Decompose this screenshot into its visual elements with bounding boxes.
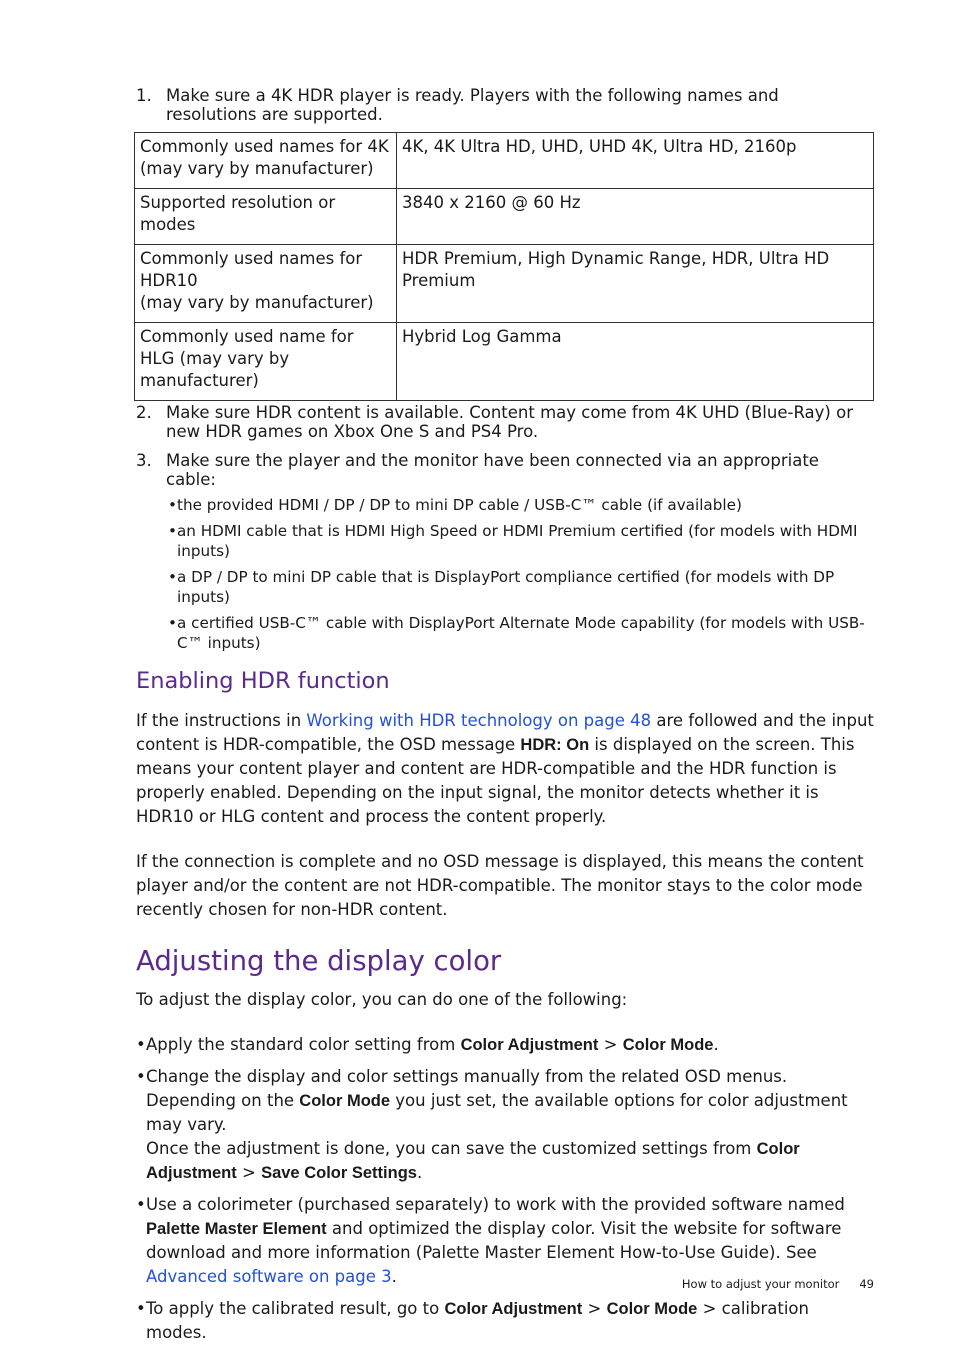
list-item: • To apply the calibrated result, go to Color Adjustment > Color Mode > calibration modes.	[136, 1299, 809, 1342]
page-footer	[682, 1277, 874, 1291]
table-cell: 3840 x 2160 @ 60 Hz	[397, 189, 874, 245]
list-item-text: the provided HDMI / DP / DP to mini DP cable / USB-C™ cable (if available)	[177, 496, 742, 514]
adjusting-intro: To adjust the display color, you can do one of the following:	[136, 990, 628, 1009]
text-run: > calibration modes.	[146, 1299, 809, 1342]
adjusting-list	[136, 1033, 874, 1345]
list-item: • Use a colorimeter (purchased separately) to work with the provided software named Palette Master Element and optimized the display color. Visit the website for software download and more information (Palette Master Element How-to-Use Guide). See Advanced software on page 3.	[136, 1195, 845, 1286]
menu-path: Color Mode	[622, 1036, 714, 1054]
menu-path: Save Color Settings	[261, 1164, 417, 1182]
text-run: is displayed on the screen. This means your content player and content are HDR-compatible and the HDR function is properly enabled. Depending on the input signal, the monitor detects whether it is HDR10 or HLG content and process the content properly.	[136, 735, 855, 826]
hdr-spec-table	[134, 132, 874, 401]
list-item: • a DP / DP to mini DP cable that is DisplayPort compliance certified (for models with DP inputs)	[168, 568, 835, 606]
text-run: Use a colorimeter (purchased separately) to work with the provided software named	[146, 1195, 845, 1214]
list-item: • Apply the standard color setting from Color Adjustment > Color Mode.	[136, 1035, 719, 1054]
footer-section-title: How to adjust your monitor	[681, 1277, 840, 1291]
table-row	[135, 323, 874, 401]
table-cell: Hybrid Log Gamma	[397, 323, 874, 401]
text-run: To apply the calibrated result, go to	[146, 1299, 445, 1318]
text-run: Apply the standard color setting from	[146, 1035, 461, 1054]
text-run: are followed and the input content is HDR-compatible, the OSD message	[136, 711, 874, 754]
table-cell	[135, 245, 397, 323]
document-page	[136, 86, 874, 1353]
step-number: 1.	[136, 86, 152, 105]
list-item: • the provided HDMI / DP / DP to mini DP cable / USB-C™ cable (if available)	[168, 496, 742, 514]
list-item-text: a certified USB-C™ cable with DisplayPort Alternate Mode capability (for models with USB-C™ inputs)	[177, 614, 865, 652]
step-2	[136, 403, 874, 441]
text-run: .	[391, 1267, 397, 1286]
text-run: Change the display and color settings manually from the related OSD menus. Depending on the	[146, 1067, 788, 1110]
step-text: Make sure HDR content is available. Content may come from 4K UHD (Blue-Ray) or new HDR games on Xbox One S and PS4 Pro.	[166, 403, 853, 441]
advanced-software-link[interactable]: Advanced software on page 3	[146, 1267, 392, 1286]
cell-line: (may vary by manufacturer)	[140, 293, 374, 312]
menu-path: Color Mode	[299, 1092, 391, 1110]
table-row	[135, 245, 874, 323]
cable-list	[168, 495, 874, 653]
list-item: • an HDMI cable that is HDMI High Speed or HDMI Premium certified (for models with HDMI inputs)	[168, 522, 858, 560]
table-cell: Commonly used name for HLG (may vary by manufacturer)	[135, 323, 397, 401]
table-cell: HDR Premium, High Dynamic Range, HDR, Ultra HD Premium	[397, 245, 874, 323]
step-number: 2.	[136, 403, 152, 422]
section-heading-adjusting-color: Adjusting the display color	[136, 945, 502, 977]
text-run: Once the adjustment is done, you can save the customized settings from	[146, 1139, 757, 1158]
step-text: Make sure a 4K HDR player is ready. Players with the following names and resolutions are supported.	[166, 86, 779, 124]
osd-message: HDR: On	[520, 736, 590, 754]
text-run: you just set, the available options for color adjustment may vary.	[146, 1091, 848, 1134]
step-number: 3.	[136, 451, 152, 470]
list-item: • a certified USB-C™ cable with DisplayPort Alternate Mode capability (for models with USB-C™ inputs)	[168, 614, 865, 652]
list-item-text: a DP / DP to mini DP cable that is DisplayPort compliance certified (for models with DP inputs)	[177, 568, 835, 606]
enabling-paragraph-2: If the connection is complete and no OSD message is displayed, this means the content player and/or the content are not HDR-compatible. The monitor stays to the color mode recently chosen for non-HDR content.	[136, 852, 864, 919]
page-number: 49	[859, 1277, 874, 1291]
step-text: Make sure the player and the monitor have been connected via an appropriate cable:	[166, 451, 819, 489]
cell-line: Commonly used names for HDR10	[140, 249, 363, 290]
text-run: and optimized the display color. Visit the website for software download and more information (Palette Master Element How-to-Use Guide). See	[146, 1219, 842, 1262]
table-cell: 4K, 4K Ultra HD, UHD, UHD 4K, Ultra HD, 2160p	[397, 133, 874, 189]
list-item-text: an HDMI cable that is HDMI High Speed or HDMI Premium certified (for models with HDMI inputs)	[177, 522, 858, 560]
hdr-technology-link[interactable]: Working with HDR technology on page 48	[306, 711, 652, 730]
table-row	[135, 133, 874, 189]
table-row	[135, 189, 874, 245]
table-cell: Supported resolution or modes	[135, 189, 397, 245]
text-run: >	[236, 1163, 262, 1182]
menu-path: Color Mode	[606, 1300, 698, 1318]
text-run: >	[582, 1299, 607, 1318]
step-3	[136, 451, 874, 489]
software-name: Palette Master Element	[146, 1220, 327, 1238]
text-run: .	[416, 1163, 423, 1182]
list-item: • Change the display and color settings manually from the related OSD menus. Depending on the Color Mode you just set, the available options for color adjustment may vary. Once the adjustment is done, you can save the customized settings from Color Adjustment > Save Color Settings.	[136, 1067, 848, 1182]
text-run: .	[713, 1035, 719, 1054]
menu-path: Color Adjustment	[146, 1140, 800, 1182]
text-run: If the instructions in	[136, 711, 307, 730]
text-run: >	[598, 1035, 623, 1054]
step-1	[136, 86, 874, 124]
menu-path: Color Adjustment	[460, 1036, 599, 1054]
section-heading-enabling-hdr: Enabling HDR function	[136, 668, 390, 694]
menu-path: Color Adjustment	[444, 1300, 583, 1318]
enabling-paragraph-1	[136, 709, 874, 829]
table-cell: Commonly used names for 4K (may vary by manufacturer)	[135, 133, 397, 189]
